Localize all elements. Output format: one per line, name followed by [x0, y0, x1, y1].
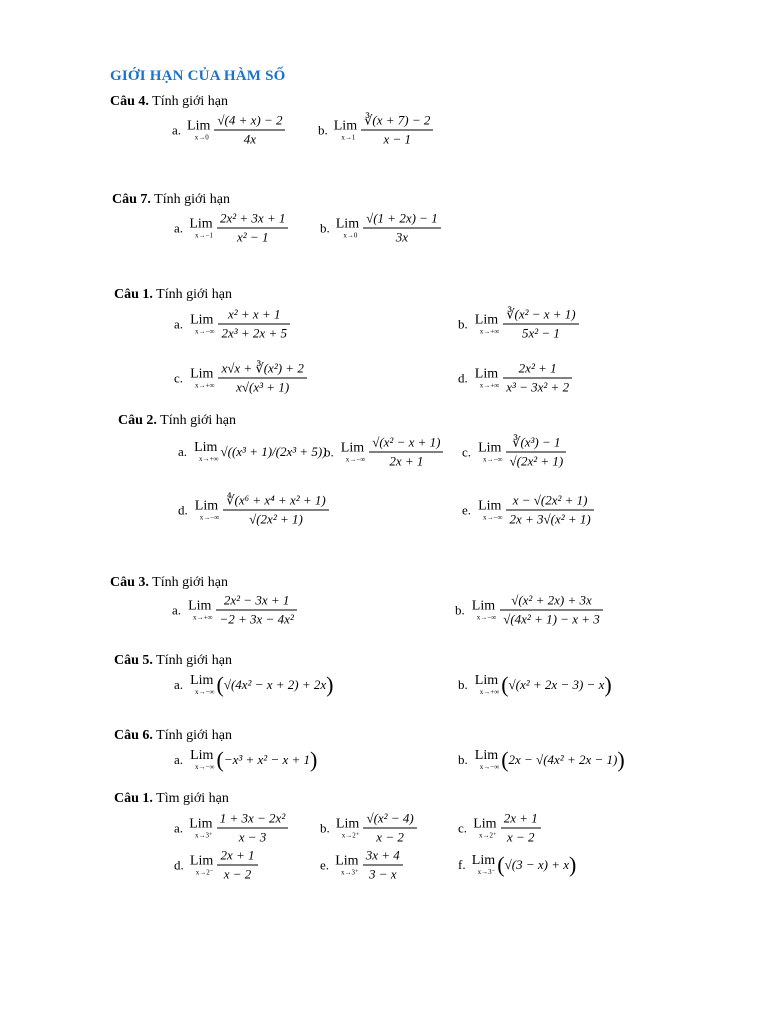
exercise-label: b.	[318, 122, 328, 137]
limit-expression: −x³ + x² − x + 1	[223, 752, 311, 767]
question-instruction: Tính giới hạn	[160, 413, 236, 428]
limit-word: Lim	[340, 440, 365, 455]
question-number: Câu 2.	[118, 413, 157, 428]
denominator: 2x + 1	[389, 453, 424, 469]
question-instruction: Tính giới hạn	[152, 94, 228, 109]
limit-operator	[189, 674, 214, 696]
exercise-label: d.	[174, 857, 184, 872]
limit-operator	[471, 599, 496, 621]
limit-operator	[477, 441, 502, 463]
denominator: x√(x³ + 1)	[236, 379, 290, 395]
fraction	[217, 847, 257, 884]
close-paren: )	[310, 747, 318, 772]
numerator: 2x² + 3x + 1	[219, 210, 286, 226]
limit-word: Lim	[478, 440, 502, 455]
numerator: √(x² − x + 1)	[372, 434, 441, 450]
exercise-item	[174, 306, 292, 343]
numerator: ∛(x² − x + 1)	[506, 306, 576, 322]
limit-subscript: x→2⁺	[479, 831, 497, 839]
limit-subscript: x→−∞	[345, 455, 366, 463]
exercise-item	[458, 749, 625, 771]
limit-word: Lim	[190, 312, 214, 327]
numerator: x − √(2x² + 1)	[512, 492, 588, 508]
limit-word: Lim	[471, 853, 496, 868]
question-heading	[114, 653, 232, 669]
limit-subscript: x→−∞	[483, 455, 503, 463]
numerator: 2x + 1	[503, 810, 538, 826]
page-title: GIỚI HẠN CỦA HÀM SỐ	[110, 68, 286, 84]
question-number: Câu 1.	[114, 791, 153, 806]
exercise-item	[458, 306, 581, 343]
limit-word: Lim	[189, 816, 213, 831]
exercise-label: c.	[174, 370, 184, 385]
limit-word: Lim	[474, 366, 499, 381]
numerator: 3x + 4	[365, 847, 400, 863]
exercise-label: c.	[458, 820, 468, 835]
limit-operator	[187, 119, 210, 141]
numerator: √(1 + 2x) − 1	[366, 210, 438, 226]
question-instruction: Tính giới hạn	[156, 653, 232, 668]
limit-operator	[190, 854, 214, 876]
fraction	[361, 112, 433, 149]
limit-operator	[336, 217, 359, 239]
exercise-label: c.	[462, 444, 472, 459]
numerator: ∜(x⁶ + x⁴ + x² + 1)	[226, 492, 326, 508]
exercise-item	[172, 592, 299, 629]
limit-operator	[189, 367, 214, 389]
exercise-label: e.	[320, 857, 330, 872]
question-heading	[114, 728, 232, 744]
fraction	[506, 434, 566, 471]
exercise-label: b.	[458, 752, 468, 767]
exercise-label: a.	[172, 122, 182, 137]
limit-operator	[473, 817, 497, 839]
limit-word: Lim	[478, 498, 502, 513]
question-heading	[118, 413, 236, 429]
question-number: Câu 1.	[114, 287, 153, 302]
limit-word: Lim	[474, 312, 499, 327]
fraction	[218, 360, 306, 397]
fraction	[503, 360, 572, 397]
exercise-item	[174, 360, 309, 397]
numerator: √(4 + x) − 2	[217, 112, 283, 128]
limit-operator	[474, 367, 499, 389]
numerator: x² + x + 1	[227, 306, 281, 322]
exercise-item	[172, 112, 287, 149]
fraction	[214, 112, 285, 149]
limit-word: Lim	[190, 366, 214, 381]
denominator: −2 + 3x − 4x²	[219, 611, 294, 627]
limit-word: Lim	[335, 816, 360, 831]
limit-subscript: x→+∞	[479, 381, 500, 389]
exercise-label: b.	[458, 677, 468, 692]
limit-subscript: x→−∞	[479, 763, 500, 771]
fraction	[217, 210, 288, 247]
denominator: √(2x² + 1)	[249, 511, 303, 527]
question-instruction: Tính giới hạn	[152, 575, 228, 590]
limit-word: Lim	[474, 673, 499, 688]
numerator: 2x² − 3x + 1	[223, 592, 290, 608]
question-instruction: Tìm giới hạn	[156, 791, 229, 806]
limit-word: Lim	[194, 498, 219, 513]
limit-word: Lim	[190, 748, 214, 763]
exercise-item	[458, 810, 543, 847]
limit-word: Lim	[335, 216, 360, 231]
limit-operator	[474, 674, 499, 696]
fraction	[503, 306, 578, 343]
exercise-label: a.	[178, 444, 188, 459]
exercise-item	[324, 434, 445, 471]
exercise-item	[178, 441, 327, 463]
limit-subscript: x→+∞	[193, 613, 213, 621]
question-number: Câu 4.	[110, 94, 149, 109]
limit-operator	[336, 817, 360, 839]
close-paren: )	[604, 672, 612, 697]
limit-subscript: x→2⁻	[195, 868, 214, 876]
exercise-label: a.	[172, 602, 182, 617]
exercise-label: a.	[174, 752, 184, 767]
limit-subscript: x→−∞	[195, 688, 215, 696]
exercise-label: a.	[174, 316, 184, 331]
fraction	[500, 592, 603, 629]
exercise-item	[320, 847, 405, 884]
limit-operator	[187, 599, 212, 621]
limit-operator	[189, 313, 214, 335]
exercise-label: b.	[320, 820, 330, 835]
denominator: x − 3	[238, 829, 267, 845]
exercise-label: a.	[174, 820, 184, 835]
limit-subscript: x→−1	[195, 231, 213, 239]
question-instruction: Tính giới hạn	[154, 192, 230, 207]
fraction	[216, 592, 296, 629]
question-number: Câu 6.	[114, 728, 153, 743]
fraction	[223, 492, 329, 529]
close-paren: )	[569, 852, 577, 877]
exercise-label: d.	[178, 502, 188, 517]
denominator: 4x	[243, 131, 257, 147]
denominator: 2x + 3√(x² + 1)	[509, 511, 591, 527]
exercise-label: e.	[462, 502, 472, 517]
exercise-label: a.	[174, 677, 184, 692]
denominator: x² − 1	[237, 229, 269, 245]
question-heading	[110, 94, 228, 110]
limit-operator	[189, 217, 213, 239]
fraction	[217, 810, 288, 847]
limit-word: Lim	[188, 598, 212, 613]
limit-subscript: x→−∞	[483, 513, 503, 521]
denominator: √(2x² + 1)	[509, 453, 564, 469]
limit-word: Lim	[187, 118, 211, 133]
exercise-item	[455, 592, 605, 629]
exercise-item	[318, 112, 435, 149]
numerator: 2x² + 1	[518, 360, 557, 376]
exercise-item	[458, 360, 574, 397]
limit-word: Lim	[471, 598, 496, 613]
fraction	[506, 492, 593, 529]
numerator: x√x + ∛(x²) + 2	[221, 360, 304, 376]
numerator: √(x² + 2x) + 3x	[511, 592, 592, 608]
limit-expression: √(x² + 2x − 3) − x	[508, 677, 605, 692]
limit-word: Lim	[189, 853, 214, 868]
exercise-item	[174, 810, 290, 847]
limit-operator	[474, 313, 499, 335]
limit-subscript: x→0	[194, 133, 209, 141]
limit-subscript: x→0	[343, 231, 358, 239]
open-paren: (	[216, 747, 224, 772]
limit-word: Lim	[473, 816, 497, 831]
exercise-item	[462, 492, 596, 529]
numerator: ∛(x + 7) − 2	[364, 112, 431, 128]
limit-expression: √(3 − x) + x	[504, 857, 570, 872]
limit-word: Lim	[189, 216, 213, 231]
open-paren: (	[501, 672, 509, 697]
limit-operator	[335, 854, 359, 876]
limit-operator	[189, 817, 213, 839]
fraction	[369, 434, 443, 471]
question-heading	[114, 287, 232, 303]
limit-word: Lim	[190, 673, 214, 688]
limit-operator	[340, 441, 365, 463]
question-instruction: Tính giới hạn	[156, 287, 232, 302]
limit-word: Lim	[335, 853, 359, 868]
numerator: ∛(x³) − 1	[512, 434, 561, 450]
exercise-label: b.	[458, 316, 468, 331]
exercise-label: a.	[174, 220, 184, 235]
denominator: x − 2	[506, 829, 535, 845]
exercise-label: b.	[324, 444, 334, 459]
limit-subscript: x→+∞	[479, 327, 500, 335]
limit-operator	[193, 441, 218, 463]
exercise-label: b.	[320, 220, 330, 235]
open-paren: (	[497, 852, 505, 877]
close-paren: )	[326, 672, 334, 697]
exercise-label: b.	[455, 602, 465, 617]
exercise-item	[320, 210, 443, 247]
limit-subscript: x→1	[341, 133, 356, 141]
numerator: √(x² − 4)	[366, 810, 414, 826]
question-number: Câu 3.	[110, 575, 149, 590]
fraction	[363, 210, 441, 247]
open-paren: (	[501, 747, 509, 772]
limit-subscript: x→+∞	[195, 381, 215, 389]
denominator: x − 2	[223, 866, 252, 882]
denominator: 2x³ + 2x + 5	[221, 325, 287, 341]
open-paren: (	[216, 672, 224, 697]
fraction	[218, 306, 289, 343]
close-paren: )	[617, 747, 625, 772]
limit-operator	[477, 499, 502, 521]
limit-expression: √(4x² − x + 2) + 2x	[223, 677, 327, 692]
numerator: 1 + 3x − 2x²	[219, 810, 286, 826]
denominator: x³ − 3x² + 2	[506, 379, 570, 395]
question-heading	[110, 575, 228, 591]
exercise-item	[174, 749, 317, 771]
denominator: x − 2	[376, 829, 404, 845]
limit-operator	[189, 749, 214, 771]
limit-subscript: x→+∞	[479, 688, 500, 696]
exercise-label: d.	[458, 370, 468, 385]
limit-expression: √((x³ + 1)/(2x³ + 5))	[220, 444, 327, 459]
denominator: 3 − x	[368, 866, 397, 882]
limit-subscript: x→3⁺	[341, 868, 359, 876]
fraction	[363, 810, 416, 847]
limit-subscript: x→−∞	[195, 327, 215, 335]
limit-subscript: x→3⁻	[477, 868, 496, 876]
limit-subscript: x→−∞	[199, 513, 220, 521]
question-number: Câu 5.	[114, 653, 153, 668]
limit-operator	[474, 749, 499, 771]
limit-operator	[472, 854, 496, 876]
denominator: 5x² − 1	[521, 325, 560, 341]
exercise-item	[174, 847, 260, 884]
exercise-item	[178, 492, 331, 529]
limit-word: Lim	[194, 440, 218, 455]
exercise-item	[174, 210, 290, 247]
exercise-item	[458, 854, 576, 876]
exercise-label: f.	[458, 857, 466, 872]
limit-subscript: x→−∞	[476, 613, 497, 621]
exercise-item	[320, 810, 419, 847]
denominator: √(4x² + 1) − x + 3	[503, 611, 600, 627]
denominator: x − 1	[383, 131, 411, 147]
limit-operator	[194, 499, 219, 521]
question-heading	[112, 192, 230, 208]
limit-subscript: x→+∞	[199, 455, 219, 463]
denominator: 3x	[395, 229, 409, 245]
exercise-item	[462, 434, 568, 471]
question-instruction: Tính giới hạn	[156, 728, 232, 743]
limit-expression: 2x − √(4x² + 2x − 1)	[508, 752, 618, 767]
exercise-item	[174, 674, 333, 696]
limit-word: Lim	[333, 118, 358, 133]
limit-subscript: x→2⁺	[341, 831, 360, 839]
fraction	[501, 810, 541, 847]
fraction	[363, 847, 403, 884]
limit-subscript: x→3⁺	[195, 831, 213, 839]
question-heading	[114, 791, 229, 807]
limit-word: Lim	[474, 748, 499, 763]
limit-operator	[334, 119, 357, 141]
exercise-item	[458, 674, 612, 696]
question-number: Câu 7.	[112, 192, 151, 207]
numerator: 2x + 1	[220, 847, 255, 863]
limit-subscript: x→−∞	[195, 763, 215, 771]
